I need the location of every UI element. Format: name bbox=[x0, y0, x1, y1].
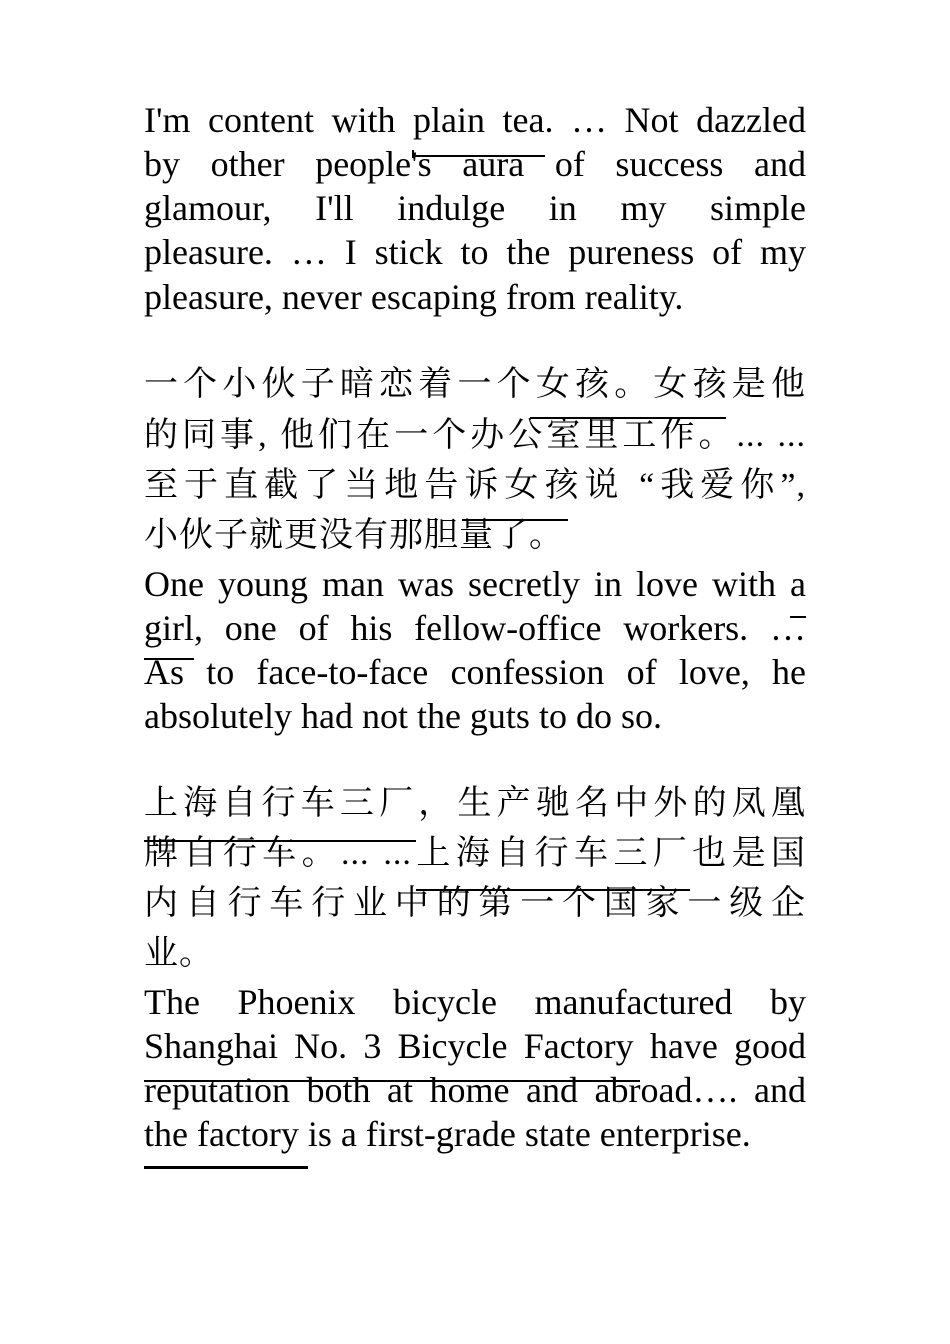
stray-rule-8 bbox=[144, 1080, 640, 1082]
stray-rule-5 bbox=[144, 658, 194, 660]
stray-rule-3 bbox=[462, 519, 568, 521]
passage-3-zh-line-3: 内自行车行业中的第一个国家一级企 bbox=[144, 885, 806, 922]
passage-2-zh-line-1: 一个小伙子暗恋着一个女孩。女孩是他 bbox=[144, 366, 806, 403]
passage-2-en-line-4: absolutely had not the guts to do so. bbox=[144, 696, 662, 736]
passage-3-zh-line-4: 业。 bbox=[144, 935, 214, 972]
passage-1-en-line-2: by other people's aura of success and bbox=[144, 144, 806, 184]
passage-2-en-line-1: One young man was secretly in love with a bbox=[144, 564, 806, 604]
passage-2-en-line-2: girl, one of his fellow-office workers. … bbox=[144, 608, 806, 648]
passage-1-en-line-1: I'm content with plain tea. … Not dazzled bbox=[144, 100, 806, 140]
stray-rule-2 bbox=[530, 417, 726, 419]
passage-3-zh-line-2: 牌自行车。... ...上海自行车三厂也是国 bbox=[144, 835, 806, 872]
passage-3-en-line-1: The Phoenix bicycle manufactured by bbox=[144, 982, 806, 1022]
passage-2-zh-line-3: 至于直截了当地告诉女孩说 “我爱你”, bbox=[144, 467, 806, 504]
stray-rule-6 bbox=[144, 840, 416, 842]
stray-rule-9 bbox=[144, 1166, 308, 1169]
passage-3-en-line-3: reputation both at home and abroad…. and bbox=[144, 1070, 806, 1110]
stray-rule-7 bbox=[416, 889, 690, 891]
passage-2-zh-line-2: 的同事, 他们在一个办公室里工作。... ... bbox=[144, 417, 806, 454]
passage-2-zh-line-4: 小伙子就更没有那胆量了。 bbox=[144, 517, 564, 554]
passage-3-zh-line-1: 上海自行车三厂，生产驰名中外的凤凰 bbox=[144, 785, 806, 822]
passage-1-en-line-5: pleasure, never escaping from reality. bbox=[144, 277, 684, 317]
stray-rule-4 bbox=[790, 616, 806, 618]
passage-1-en-line-4: pleasure. … I stick to the pureness of my bbox=[144, 232, 806, 272]
passage-1-en-line-3: glamour, I'll indulge in my simple bbox=[144, 188, 806, 228]
stray-rule-1 bbox=[412, 155, 545, 157]
stray-rule-1-tick bbox=[412, 150, 414, 158]
passage-3-en-line-4: the factory is a first-grade state enterprise. bbox=[144, 1114, 751, 1154]
passage-3-en-line-2: Shanghai No. 3 Bicycle Factory have good bbox=[144, 1026, 806, 1066]
passage-2-en-line-3: As to face-to-face confession of love, he bbox=[144, 652, 806, 692]
